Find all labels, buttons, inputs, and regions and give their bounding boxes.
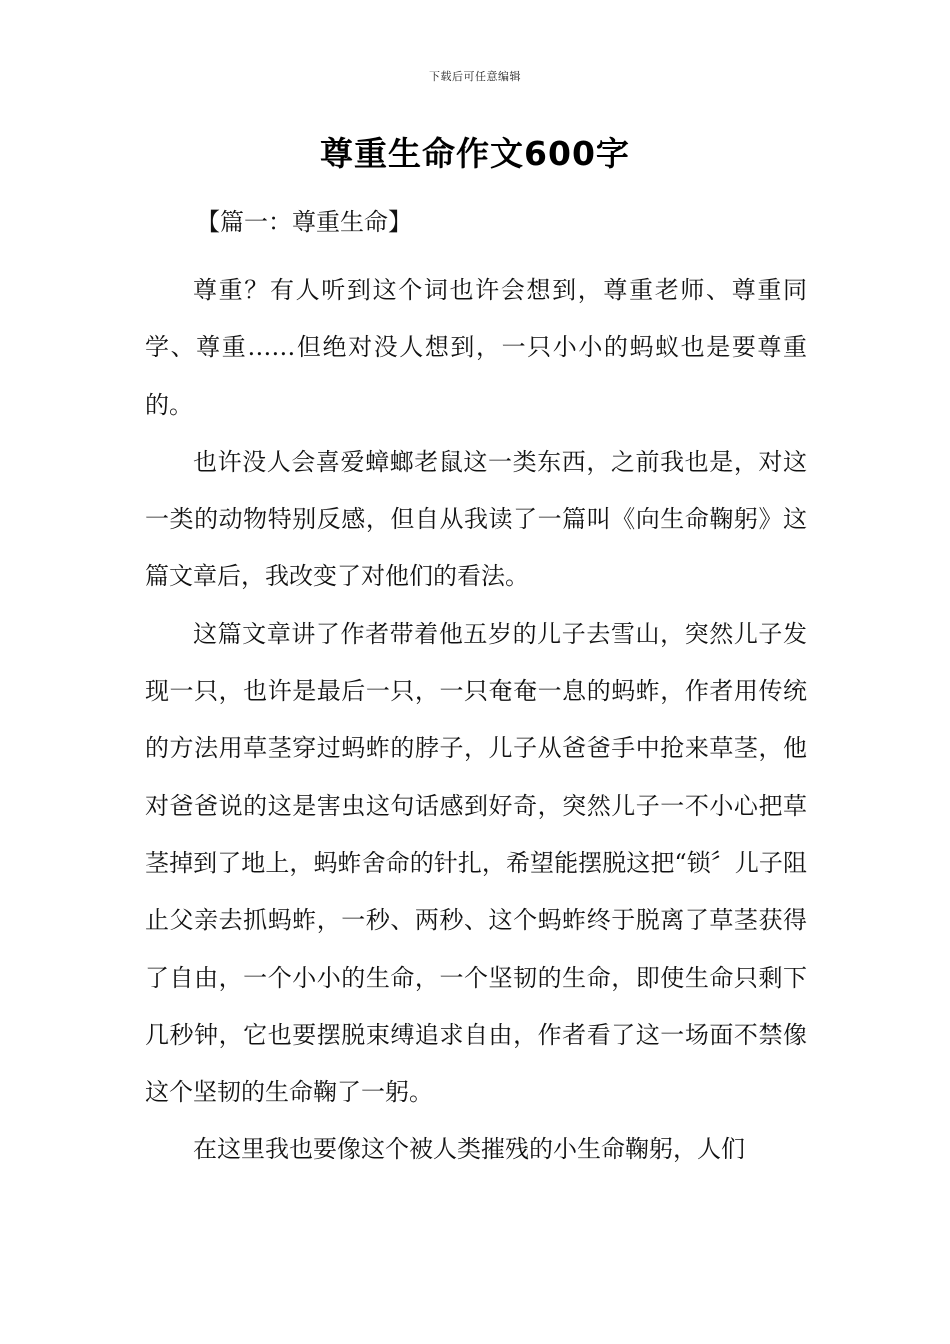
body-text bbox=[145, 262, 807, 1179]
paragraph: 这篇文章讲了作者带着他五岁的儿子去雪山，突然儿子发现一只，也许是最后一只，一只奄奄一息的蚂蚱，作者用传统的方法用草茎穿过蚂蚱的脖子，儿子从爸爸手中抢来草茎，他对爸爸说的这是害虫这句话感到好奇，突然儿子一不小心把草茎掉到了地上，蚂蚱舍命的针扎，希望能摆脱这把“锁〞儿子阻止父亲去抓蚂蚱，一秒、两秒、这个蚂蚱终于脱离了草茎获得了自由，一个小小的生命，一个坚韧的生命，即使生命只剩下几秒钟，它也要摆脱束缚追求自由，作者看了这一场面不禁像这个坚韧的生命鞠了一躬。 bbox=[145, 619, 807, 1107]
header-note: 下载后可任意编辑 bbox=[429, 70, 521, 83]
paragraph: 在这里我也要像这个被人类摧残的小生命鞠躬，人们 bbox=[193, 1135, 745, 1164]
paragraph: 尊重？有人听到这个词也许会想到，尊重老师、尊重同学、尊重……但绝对没人想到，一只小小的蚂蚁也是要尊重的。 bbox=[145, 276, 807, 419]
page-title: 尊重生命作文600字 bbox=[320, 134, 630, 173]
paragraph: 也许没人会喜爱蟑螂老鼠这一类东西，之前我也是，对这一类的动物特别反感，但自从我读了一篇叫《向生命鞠躬》这篇文章后，我改变了对他们的看法。 bbox=[145, 447, 807, 591]
section-heading: 【篇一：尊重生命】 bbox=[196, 208, 412, 236]
